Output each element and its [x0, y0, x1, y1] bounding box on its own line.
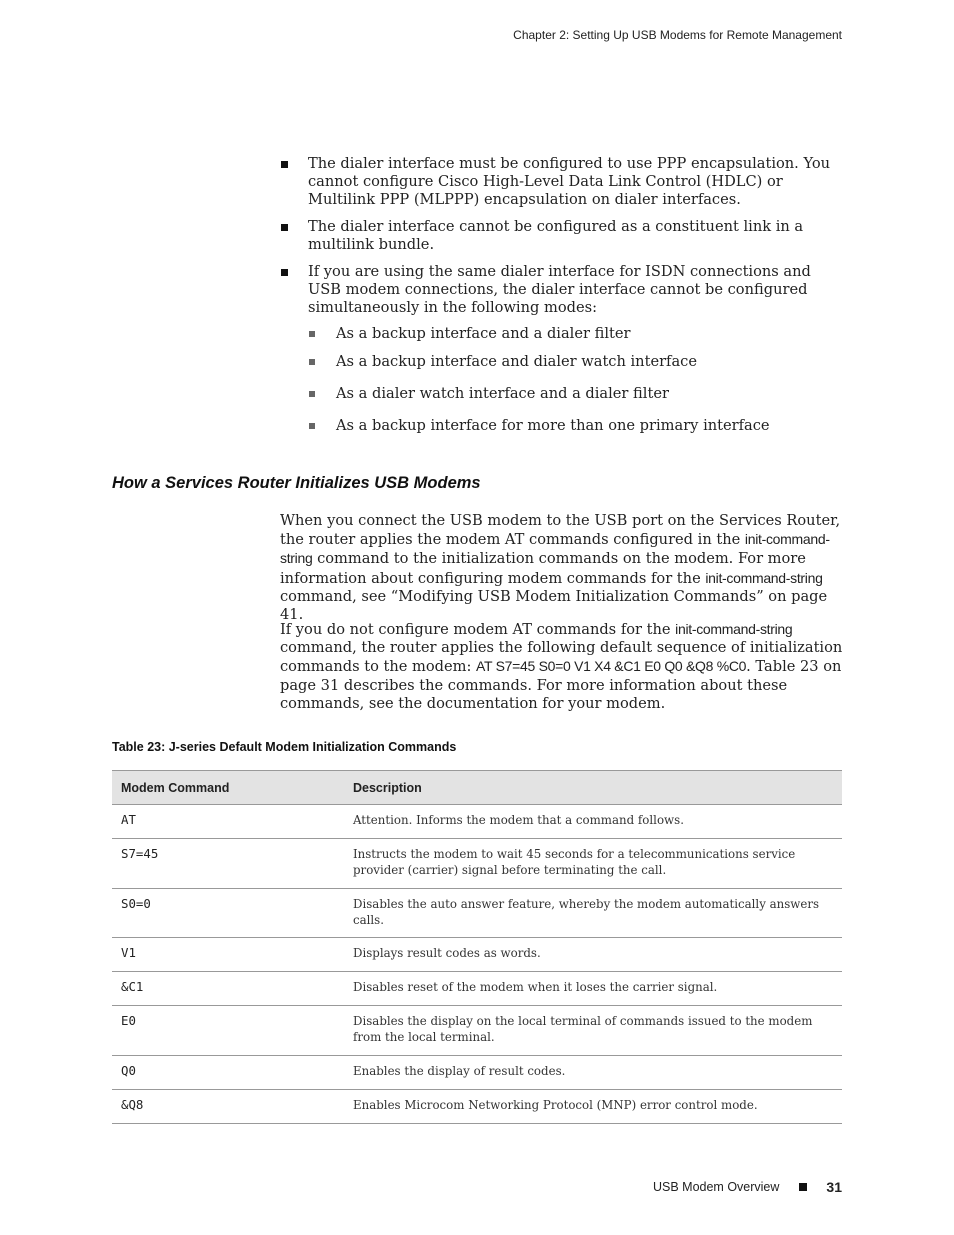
description-cell: Displays result codes as words. — [344, 938, 842, 972]
table-row — [112, 889, 842, 938]
list-item: The dialer interface cannot be configured as a constituent link in a multilink bundle. — [280, 218, 844, 254]
description-cell: Enables Microcom Networking Protocol (MNP) error control mode. — [344, 1090, 842, 1124]
table-row — [112, 1090, 842, 1124]
page-footer — [653, 1179, 842, 1195]
table-row — [112, 938, 842, 972]
table-caption: Table 23: J-series Default Modem Initialization Commands — [112, 740, 457, 754]
square-bullet-icon — [799, 1183, 807, 1191]
paragraph-text: If you do not configure modem AT commands for the — [280, 621, 676, 638]
command-cell: AT — [112, 805, 344, 839]
command-name: init-command-string — [705, 569, 823, 586]
paragraph-text: command, the router applies the following default sequence of initialization commands to the modem: — [280, 639, 843, 676]
paragraph-text: When you connect the USB modem to the USB port on the Services Router, the router applies the modem AT commands configured in the — [280, 512, 841, 549]
page-number: 31 — [826, 1179, 842, 1195]
sublist-item: As a dialer watch interface and a dialer filter — [308, 385, 844, 403]
table-header-row — [112, 771, 842, 805]
command-name: init-command-string — [675, 621, 793, 637]
running-header: Chapter 2: Setting Up USB Modems for Remote Management — [513, 28, 842, 42]
paragraph-text: command to the initialization commands on the modem. For more information about configuring modem commands for the — [280, 550, 806, 587]
table-row — [112, 1056, 842, 1090]
footer-section-name: USB Modem Overview — [652, 1180, 780, 1194]
description-cell: Disables reset of the modem when it loses the carrier signal. — [344, 972, 842, 1006]
description-cell: Instructs the modem to wait 45 seconds for a telecommunications service provider (carrier) signal before terminating the call. — [344, 839, 842, 889]
sublist-item: As a backup interface and dialer watch interface — [308, 353, 844, 371]
table-row — [112, 1006, 842, 1056]
command-cell: &C1 — [112, 972, 344, 1006]
description-cell: Disables the auto answer feature, whereby the modem automatically answers calls. — [344, 889, 842, 938]
command-cell: &Q8 — [112, 1090, 344, 1124]
description-cell: Attention. Informs the modem that a command follows. — [344, 805, 842, 839]
command-cell: E0 — [112, 1006, 344, 1056]
mode-sublist — [308, 325, 844, 435]
modem-commands-table — [112, 770, 842, 1124]
list-item — [280, 263, 844, 435]
description-cell: Disables the display on the local terminal of commands issued to the modem from the local terminal. — [344, 1006, 842, 1056]
body-paragraph — [280, 620, 844, 713]
body-paragraph — [280, 512, 844, 624]
column-header-description: Description — [344, 771, 842, 805]
command-cell: Q0 — [112, 1056, 344, 1090]
table-row — [112, 972, 842, 1006]
sublist-item: As a backup interface for more than one primary interface — [308, 417, 844, 435]
table-row — [112, 839, 842, 889]
cross-reference-link[interactable]: command, see “Modifying USB Modem Initialization Commands” on page 41. — [280, 587, 828, 624]
paragraph-text: . Table 23 on page 31 describes the commands. For more information about these commands, see the documentation for your modem. — [280, 658, 842, 712]
list-item: The dialer interface must be configured to use PPP encapsulation. You cannot configure Cisco High-Level Data Link Control (HDLC) or Multilink PPP (MLPPP) encapsulation on dialer interfaces. — [280, 155, 844, 209]
restriction-list — [280, 155, 844, 444]
column-header-command: Modem Command — [112, 771, 344, 805]
command-cell: S7=45 — [112, 839, 344, 889]
command-name: init-command-string — [280, 531, 830, 567]
sublist-item: As a backup interface and a dialer filter — [308, 325, 844, 343]
section-heading: How a Services Router Initializes USB Modems — [112, 474, 481, 492]
description-cell: Enables the display of result codes. — [344, 1056, 842, 1090]
list-item-text: If you are using the same dialer interface for ISDN connections and USB modem connections, the dialer interface cannot be configured simultaneously in the following modes: — [308, 263, 811, 316]
default-init-string: AT S7=45 S0=0 V1 X4 &C1 E0 Q0 &Q8 %C0 — [476, 658, 747, 675]
command-cell: V1 — [112, 938, 344, 972]
command-cell: S0=0 — [112, 889, 344, 938]
table-row — [112, 805, 842, 839]
